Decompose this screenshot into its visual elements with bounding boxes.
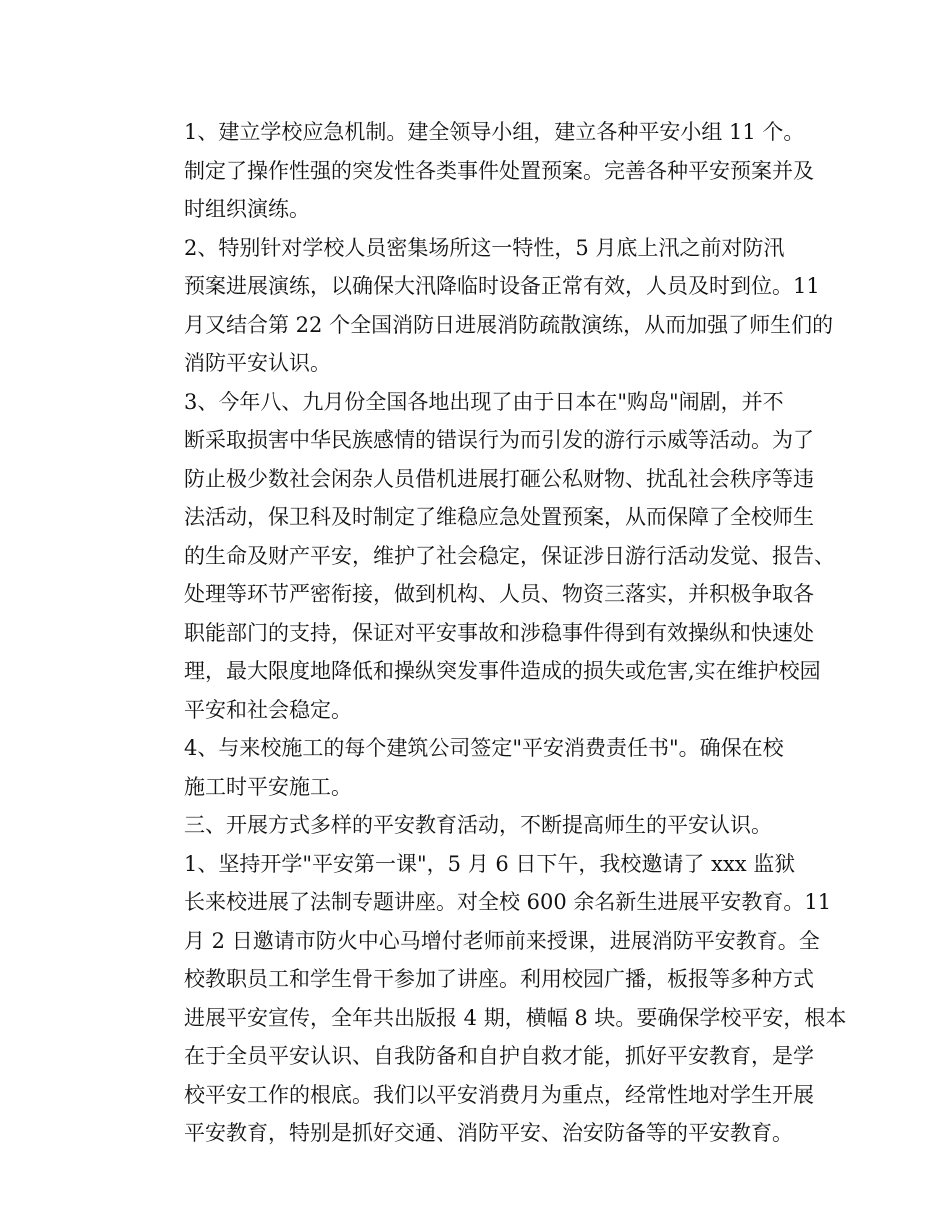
text-line: 的生命及财产平安，维护了社会稳定，保证涉日游行活动发觉、报告、	[184, 543, 835, 568]
text-line: 理，最大限度地降低和操纵突发事件造成的损失或危害,实在维护校园	[184, 659, 821, 683]
text-line: 月又结合第 22 个全国消防日进展消防疏散演练，从而加强了师生们的	[184, 312, 834, 337]
text-line: 法活动，保卫科及时制定了维稳应急处置预案，从而保障了全校师生	[184, 505, 814, 529]
text-line: 平安教育，特别是抓好交通、消防平安、治安防备等的平安教育。	[184, 1121, 793, 1145]
text-line: 3、今年八、九月份全国各地出现了由于日本在"购岛"闹剧，并不	[184, 389, 784, 414]
text-line: 校教职员工和学生骨干参加了讲座。利用校园广播，板报等多种方式	[184, 967, 814, 991]
text-line: 1、坚持开学"平安第一课"，5 月 6 日下午，我校邀请了 xxx 监狱	[184, 851, 796, 876]
text-line: 防止极少数社会闲杂人员借机进展打砸公私财物、扰乱社会秩序等违	[184, 466, 814, 491]
paragraph-first-safety-lesson	[142, 845, 847, 1153]
paragraph-emergency-mechanism	[142, 113, 812, 229]
text-line: 处理等环节严密衔接，做到机构、人员、物资三落实，并积极争取各	[184, 582, 814, 606]
paragraph-flood-fire-drills	[142, 229, 834, 383]
text-line: 预案进展演练，以确保大汛降临时设备正常有效，人员及时到位。11	[184, 274, 820, 298]
paragraph-stability-plan	[142, 383, 835, 730]
text-line: 消防平安认识。	[184, 351, 331, 375]
text-line: 4、与来校施工的每个建筑公司签定"平安消费责任书"。确保在校	[184, 736, 784, 760]
text-line: 1、建立学校应急机制。建全领导小组，建立各种平安小组 11 个。	[184, 120, 805, 144]
text-line: 施工时平安施工。	[184, 774, 352, 799]
text-line: 进展平安宣传，全年共出版报 4 期，横幅 8 块。要确保学校平安，根本	[184, 1005, 847, 1030]
text-line: 时组织演练。	[184, 197, 310, 221]
text-line: 三、开展方式多样的平安教育活动，不断提高师生的平安认识。	[184, 813, 772, 837]
text-line: 校平安工作的根底。我们以平安消费月为重点，经常性地对学生开展	[184, 1082, 814, 1107]
text-line: 月 2 日邀请市防火中心马增付老师前来授课，进展消防平安教育。全	[184, 928, 820, 953]
paragraph-construction-safety	[142, 729, 812, 806]
text-line: 职能部门的支持，保证对平安事故和涉稳事件得到有效操纵和快速处	[184, 620, 814, 645]
text-line: 制定了操作性强的突发性各类事件处置预案。完善各种平安预案并及	[184, 158, 814, 183]
text-line: 在于全员平安认识、自我防备和自护自救才能，抓好平安教育，是学	[184, 1044, 814, 1068]
section-heading-safety-education	[142, 806, 812, 845]
text-line: 断采取损害中华民族感情的错误行为而引发的游行示威等活动。为了	[184, 428, 814, 452]
text-line: 2、特别针对学校人员密集场所这一特性，5 月底上汛之前对防汛	[184, 235, 785, 260]
document-body	[142, 113, 847, 1153]
text-line: 长来校进展了法制专题讲座。对全校 600 余名新生进展平安教育。11	[184, 890, 832, 914]
text-line: 平安和社会稳定。	[184, 697, 352, 722]
